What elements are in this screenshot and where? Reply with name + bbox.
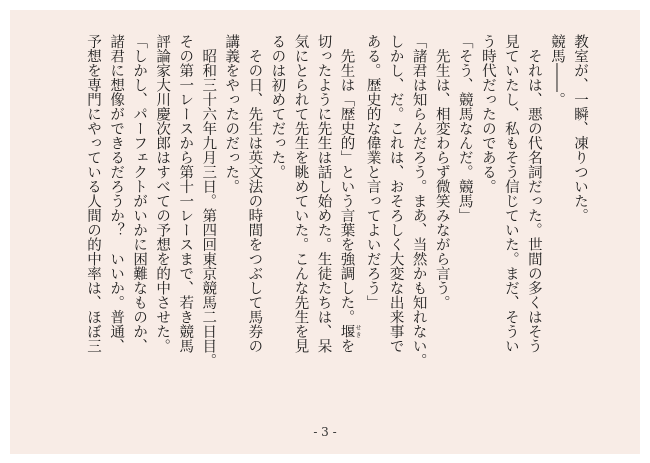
book-page xyxy=(10,10,640,454)
text-line: 先生は「歴史的」という言葉を強調した。堰 せきを xyxy=(338,34,362,353)
ruby-annotation: 堰 せき xyxy=(338,324,362,339)
text-line: 「しかし、パーフェクトがいかに困難なものか、 xyxy=(131,34,148,353)
text-line: るのは初めてだった。 xyxy=(269,34,286,179)
text-line: 気にとられて先生を眺めていた。こんな先生を見 xyxy=(292,34,309,353)
text-line: う時代だったのである。 xyxy=(479,34,496,194)
text-line: 切ったように先生は話し始めた。生徒たちは、呆 xyxy=(315,34,332,353)
text-line: 見ていたし、私もそう信じていた。まだ、そうい xyxy=(502,34,519,353)
text-line: 講義をやったのだった。 xyxy=(223,34,240,194)
text-line: 「そう、競馬なんだ。競馬」 xyxy=(456,34,473,223)
text-line: しかし、だ。これは、おそろしく大変な出来事で xyxy=(387,34,404,353)
text-line: 評論家大川慶次郎はすべての予想を的中させた。 xyxy=(154,34,171,353)
ruby-reading: せき xyxy=(354,324,362,339)
text-line: ある。歴史的な偉業と言ってよいだろう」 xyxy=(364,34,381,310)
page-number: - 3 - xyxy=(313,425,337,439)
vertical-text-body xyxy=(62,34,591,418)
text-line: その第一レースから第十一レースまで、若き競馬 xyxy=(177,34,194,353)
text-line: 教室が、一瞬、凍りついた。 xyxy=(572,34,588,223)
text-line: 「諸君は知らんだろう。まあ、当然かも知れない。 xyxy=(410,34,427,368)
text-line: 予想を専門にやっている人間の的中率は、ほぼ三 xyxy=(85,34,102,353)
text-line: それは、悪の代名詞だった。世間の多くはそう xyxy=(525,34,542,353)
text-line: 先生は、相変わらず微笑みながら言う。 xyxy=(433,34,450,310)
text-line: 諸君に想像ができるだろうか？ いいか。普通、 xyxy=(108,34,125,353)
text-line: その日、先生は英文法の時間をつぶして馬券の xyxy=(246,34,263,353)
text-line: 競馬――。 xyxy=(548,34,565,107)
text-line: 昭和三十六年九月三日。第四回東京競馬二日目。 xyxy=(200,34,217,368)
